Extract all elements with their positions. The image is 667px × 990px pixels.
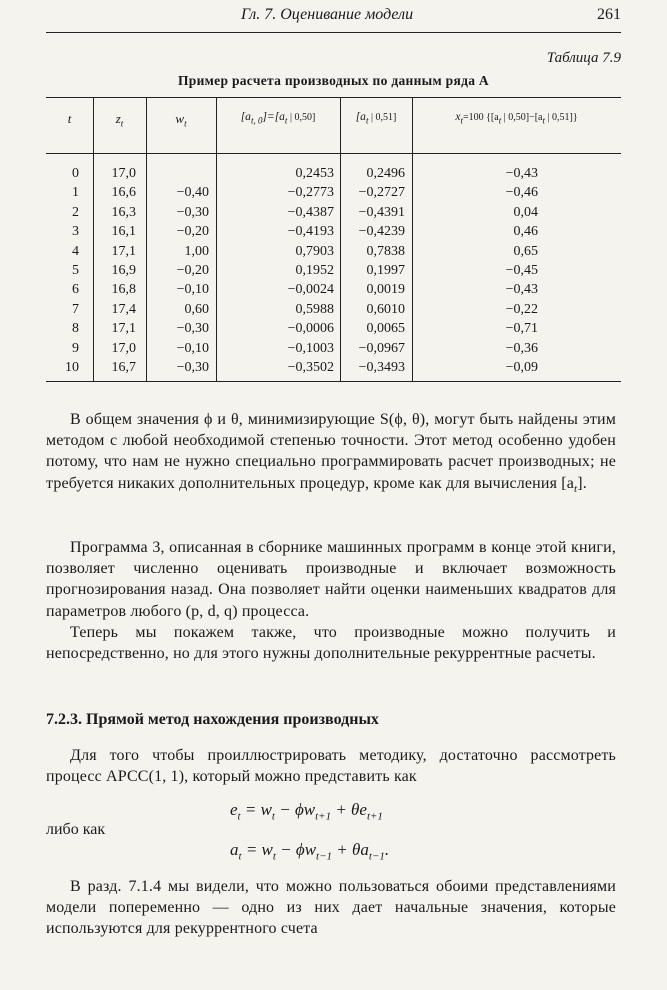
col-header-a050: $[a_{t, 0}]=[a_t$ | 0,50] [240, 111, 316, 126]
cell-z: 17,1 [111, 243, 136, 259]
chapter-title: Гл. 7. Оценивание модели [241, 6, 414, 23]
cell-x: −0,36 [505, 340, 538, 356]
cell-x: 0,65 [513, 243, 538, 259]
cell-w: −0,30 [176, 204, 209, 220]
col-header-x: $x_t=100$ {[$a_t$ | $0,50]-[a_t$ | 0,51]} [455, 111, 578, 126]
cell-a050: −0,2773 [287, 185, 334, 201]
cell-w: −0,20 [176, 262, 209, 278]
table-bottom-rule [46, 381, 621, 382]
table-row [46, 164, 621, 183]
cell-x: −0,22 [505, 301, 538, 317]
col-header-w: $w_t$ [175, 111, 187, 129]
connector-text: либо как [46, 821, 106, 838]
cell-t: 3 [72, 224, 79, 240]
cell-t: 2 [72, 204, 79, 220]
paragraph-2: Программа 3, описанная в сборнике машинных программ в конце этой книги, позволяет численно оценивать производные и включает возможность прогнозирования назад. Она позволяет найти оценки наименьших квадратов для параметров любого (p, d, q) процесса. [46, 539, 616, 620]
cell-a051: −0,3493 [358, 359, 405, 375]
cell-t: 7 [72, 301, 79, 317]
cell-x: −0,43 [505, 166, 538, 181]
equation-1: $e_t = w_t - \phi w_{t+1} + \theta e_{t+1}$ [230, 800, 383, 823]
cell-t: 1 [72, 185, 79, 201]
cell-x: −0,46 [505, 185, 538, 201]
cell-a050: 0,7903 [295, 243, 334, 259]
table-caption: Таблица 7.9 [546, 50, 621, 66]
paragraph-4: Для того чтобы проиллюстрировать методику, достаточно рассмотреть процесс АРСС(1, 1), который можно представить как [46, 747, 616, 786]
header-rule [46, 32, 621, 33]
cell-x: 0,46 [513, 224, 538, 240]
table-row [46, 339, 621, 358]
cell-w: 0,60 [184, 301, 209, 317]
cell-x: −0,71 [505, 321, 538, 337]
cell-a051: 0,1997 [366, 262, 405, 278]
cell-w: 1,00 [184, 243, 209, 259]
table-row [46, 280, 621, 299]
cell-a051: 0,0065 [366, 321, 405, 337]
cell-z: 17,1 [111, 321, 136, 337]
cell-a050: −0,4387 [287, 204, 334, 220]
table-header-rule [46, 153, 621, 154]
table-row [46, 183, 621, 202]
cell-a050: −0,1003 [287, 340, 334, 356]
data-table [46, 97, 621, 382]
paragraph-3: Теперь мы покажем также, что производные можно получить и непосредственно, но для этого нужны дополнительные рекуррентные расчеты. [46, 624, 616, 663]
cell-x: −0,43 [505, 282, 538, 298]
col-header-z: $z_t$ [115, 111, 124, 129]
cell-t: 5 [72, 262, 79, 278]
cell-t: 0 [72, 166, 79, 181]
equation-2: $a_t = w_t - \phi w_{t-1} + \theta a_{t-1}$. [230, 840, 390, 863]
running-head [46, 6, 621, 28]
table-row [46, 222, 621, 241]
cell-t: 9 [72, 340, 79, 356]
cell-a051: 0,7838 [366, 243, 405, 259]
cell-x: −0,09 [505, 359, 538, 375]
col-header-t: t [67, 111, 72, 126]
cell-z: 17,4 [111, 301, 136, 317]
cell-a051: 0,6010 [366, 301, 405, 317]
cell-z: 16,9 [111, 262, 136, 278]
paragraph-5: В разд. 7.1.4 мы видели, что можно пользоваться обоими представлениями модели попеременно — одно из них дает начальные значения, которые используются для рекуррентного счета [46, 878, 616, 938]
cell-a050: 0,5988 [295, 301, 334, 317]
cell-z: 16,7 [111, 359, 136, 375]
paragraph-1: В общем значения ϕ и θ, минимизирующие S(ϕ, θ), могут быть найдены этим методом с любой необходимой степенью точности. Этот метод особенно удобен потому, что нам не нужно специально программировать расчет производных; не требуется никаких дополнительных процедур, кроме как для вычисления $[a_t]$. [46, 411, 616, 495]
table-row [46, 203, 621, 222]
cell-a051: −0,4239 [358, 224, 405, 240]
cell-a051: −0,4391 [358, 204, 405, 220]
cell-w: −0,30 [176, 359, 209, 375]
table-top-rule [46, 97, 621, 98]
cell-a050: 0,2453 [295, 166, 334, 181]
cell-a051: −0,0967 [358, 340, 405, 356]
cell-t: 10 [65, 359, 79, 375]
table-body [46, 164, 621, 377]
cell-a051: 0,2496 [366, 166, 405, 181]
cell-t: 4 [72, 243, 79, 259]
table-row [46, 358, 621, 377]
cell-a051: −0,2727 [358, 185, 405, 201]
cell-z: 16,6 [111, 185, 136, 201]
cell-w: −0,30 [176, 321, 209, 337]
cell-z: 17,0 [111, 340, 136, 356]
cell-t: 8 [72, 321, 79, 337]
cell-z: 16,8 [111, 282, 136, 298]
cell-a051: 0,0019 [366, 282, 405, 298]
cell-w: −0,40 [176, 185, 209, 201]
cell-t: 6 [72, 282, 79, 298]
cell-a050: 0,1952 [295, 262, 334, 278]
table-row [46, 261, 621, 280]
cell-a050: −0,0006 [287, 321, 334, 337]
cell-a050: −0,4193 [287, 224, 334, 240]
table-title: Пример расчета производных по данным ряда А [177, 73, 489, 88]
cell-z: 17,0 [111, 166, 136, 181]
cell-w: −0,10 [176, 340, 209, 356]
cell-a050: −0,3502 [287, 359, 334, 375]
cell-z: 16,3 [111, 204, 136, 220]
table-row [46, 319, 621, 338]
cell-w: −0,10 [176, 282, 209, 298]
cell-z: 16,1 [111, 224, 136, 240]
page-number: 261 [597, 6, 621, 23]
col-header-a051: [$a_t$ | 0,51] [355, 111, 397, 126]
cell-x: 0,04 [513, 204, 538, 220]
table-row [46, 300, 621, 319]
cell-x: −0,45 [505, 262, 538, 278]
table-row [46, 242, 621, 261]
section-heading: 7.2.3. Прямой метод нахождения производных [46, 711, 379, 728]
cell-a050: −0,0024 [287, 282, 334, 298]
cell-w: −0,20 [176, 224, 209, 240]
